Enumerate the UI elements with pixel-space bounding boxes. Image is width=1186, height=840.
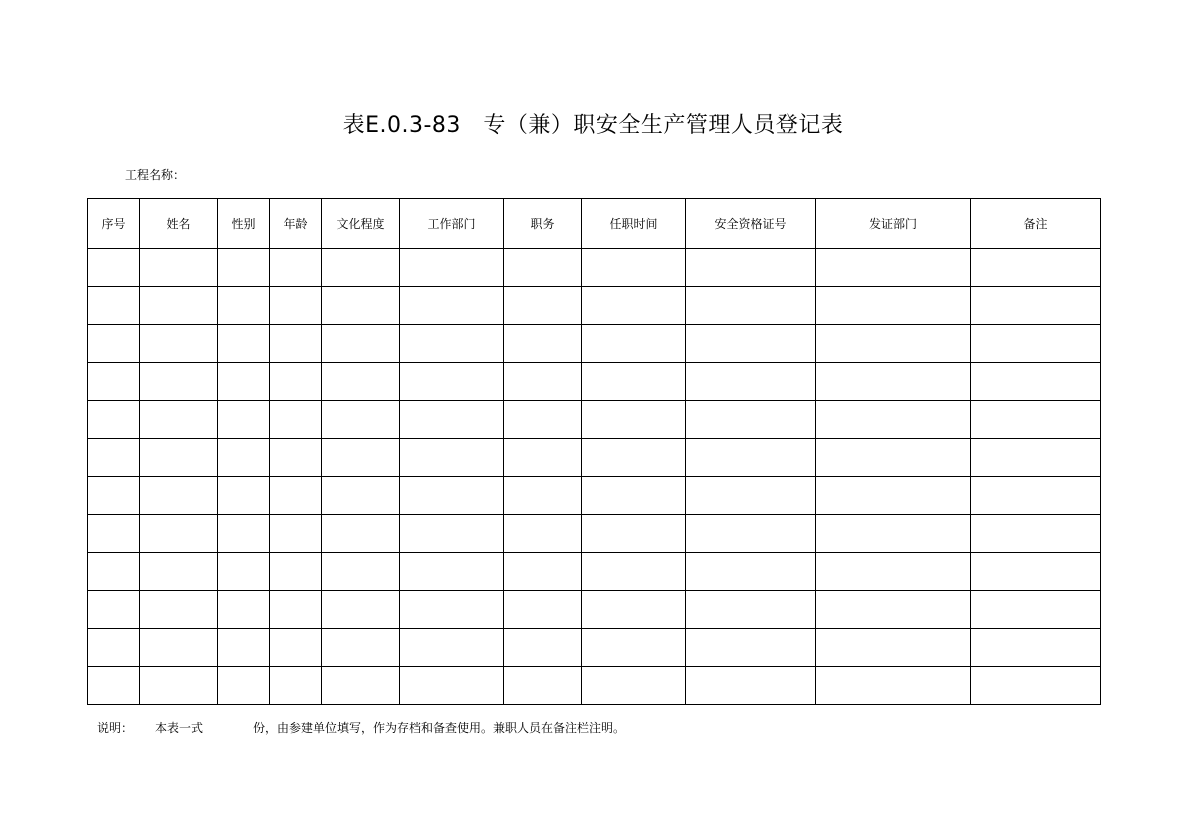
table-cell[interactable] [88, 439, 140, 477]
header-remarks: 备注 [971, 199, 1101, 249]
table-cell[interactable] [504, 553, 582, 591]
table-cell[interactable] [140, 515, 218, 553]
table-cell[interactable] [582, 591, 686, 629]
table-cell[interactable] [816, 629, 971, 667]
header-department: 工作部门 [400, 199, 504, 249]
table-cell[interactable] [504, 515, 582, 553]
table-cell[interactable] [88, 591, 140, 629]
table-cell[interactable] [582, 439, 686, 477]
table-cell[interactable] [504, 325, 582, 363]
table-cell[interactable] [816, 401, 971, 439]
table-cell[interactable] [816, 249, 971, 287]
table-cell[interactable] [270, 401, 322, 439]
table-cell[interactable] [140, 553, 218, 591]
table-cell[interactable] [270, 363, 322, 401]
header-name: 姓名 [140, 199, 218, 249]
table-cell[interactable] [88, 325, 140, 363]
table-cell[interactable] [140, 667, 218, 705]
table-cell[interactable] [218, 249, 270, 287]
table-cell[interactable] [504, 363, 582, 401]
table-cell[interactable] [686, 401, 816, 439]
table-cell[interactable] [270, 439, 322, 477]
table-row [88, 629, 1101, 667]
table-cell[interactable] [582, 401, 686, 439]
table-cell[interactable] [270, 477, 322, 515]
table-cell[interactable] [816, 515, 971, 553]
table-row [88, 553, 1101, 591]
table-cell[interactable] [971, 325, 1101, 363]
table-cell[interactable] [504, 667, 582, 705]
table-cell[interactable] [971, 439, 1101, 477]
table-cell[interactable] [400, 325, 504, 363]
table-row [88, 591, 1101, 629]
table-cell[interactable] [504, 401, 582, 439]
table-cell[interactable] [322, 249, 400, 287]
table-cell[interactable] [270, 287, 322, 325]
table-cell[interactable] [686, 515, 816, 553]
table-cell[interactable] [686, 477, 816, 515]
table-row [88, 477, 1101, 515]
table-row [88, 249, 1101, 287]
header-issuing-department: 发证部门 [816, 199, 971, 249]
table-cell[interactable] [816, 287, 971, 325]
table-cell[interactable] [971, 515, 1101, 553]
table-cell[interactable] [971, 401, 1101, 439]
table-cell[interactable] [686, 667, 816, 705]
table-cell[interactable] [218, 477, 270, 515]
table-cell[interactable] [88, 553, 140, 591]
table-cell[interactable] [322, 591, 400, 629]
header-serial-number: 序号 [88, 199, 140, 249]
footnote-label: 说明： [97, 721, 134, 735]
table-cell[interactable] [582, 629, 686, 667]
table-cell[interactable] [400, 249, 504, 287]
table-cell[interactable] [816, 553, 971, 591]
table-cell[interactable] [218, 363, 270, 401]
table-cell[interactable] [971, 629, 1101, 667]
table-cell[interactable] [971, 553, 1101, 591]
table-cell[interactable] [88, 401, 140, 439]
table-cell[interactable] [400, 553, 504, 591]
table-cell[interactable] [322, 401, 400, 439]
table-header-row [88, 199, 1101, 249]
table-cell[interactable] [971, 287, 1101, 325]
table-cell[interactable] [218, 629, 270, 667]
table-cell[interactable] [816, 591, 971, 629]
table-row [88, 439, 1101, 477]
table-cell[interactable] [88, 515, 140, 553]
table-cell[interactable] [218, 439, 270, 477]
table-cell[interactable] [322, 553, 400, 591]
table-cell[interactable] [504, 477, 582, 515]
table-cell[interactable] [582, 667, 686, 705]
table-cell[interactable] [322, 287, 400, 325]
table-cell[interactable] [400, 363, 504, 401]
table-cell[interactable] [218, 515, 270, 553]
table-cell[interactable] [816, 477, 971, 515]
table-cell[interactable] [582, 477, 686, 515]
table-cell[interactable] [322, 667, 400, 705]
table-cell[interactable] [218, 591, 270, 629]
table-cell[interactable] [971, 667, 1101, 705]
header-gender: 性别 [218, 199, 270, 249]
table-cell[interactable] [686, 591, 816, 629]
table-cell[interactable] [582, 363, 686, 401]
table-cell[interactable] [140, 249, 218, 287]
table-cell[interactable] [88, 477, 140, 515]
table-row [88, 667, 1101, 705]
table-cell[interactable] [686, 439, 816, 477]
table-cell[interactable] [140, 439, 218, 477]
table-cell[interactable] [582, 287, 686, 325]
footnote-instructions-text: 份，由参建单位填写，作为存档和备查使用。兼职人员在备注栏注明。 [253, 721, 626, 735]
table-cell[interactable] [270, 591, 322, 629]
table-cell[interactable] [400, 591, 504, 629]
table-cell[interactable] [971, 477, 1101, 515]
table-cell[interactable] [88, 629, 140, 667]
table-cell[interactable] [88, 363, 140, 401]
table-cell[interactable] [971, 591, 1101, 629]
table-cell[interactable] [140, 401, 218, 439]
table-cell[interactable] [400, 439, 504, 477]
table-cell[interactable] [400, 667, 504, 705]
table-cell[interactable] [686, 553, 816, 591]
table-cell[interactable] [218, 667, 270, 705]
table-cell[interactable] [140, 325, 218, 363]
table-cell[interactable] [971, 249, 1101, 287]
table-cell[interactable] [504, 591, 582, 629]
table-cell[interactable] [400, 401, 504, 439]
table-cell[interactable] [270, 667, 322, 705]
table-cell[interactable] [582, 515, 686, 553]
table-cell[interactable] [686, 287, 816, 325]
table-cell[interactable] [400, 287, 504, 325]
table-cell[interactable] [270, 629, 322, 667]
table-cell[interactable] [140, 591, 218, 629]
table-cell[interactable] [140, 629, 218, 667]
table-cell[interactable] [140, 363, 218, 401]
table-cell[interactable] [322, 325, 400, 363]
table-cell[interactable] [582, 325, 686, 363]
header-age: 年龄 [270, 199, 322, 249]
project-name-label: 工程名称： [125, 168, 186, 182]
header-tenure-date: 任职时间 [582, 199, 686, 249]
table-row [88, 363, 1101, 401]
table-row [88, 401, 1101, 439]
document-title: 表E.0.3-83 专（兼）职安全生产管理人员登记表 [342, 113, 844, 138]
table-cell[interactable] [322, 363, 400, 401]
table-cell[interactable] [322, 629, 400, 667]
table-cell[interactable] [218, 325, 270, 363]
table-cell[interactable] [88, 287, 140, 325]
table-cell[interactable] [686, 325, 816, 363]
table-cell[interactable] [218, 553, 270, 591]
table-cell[interactable] [400, 515, 504, 553]
table-cell[interactable] [816, 363, 971, 401]
personnel-register-table [87, 198, 1101, 705]
table-cell[interactable] [322, 439, 400, 477]
table-cell[interactable] [816, 439, 971, 477]
table-cell[interactable] [140, 477, 218, 515]
table-cell[interactable] [270, 515, 322, 553]
table-cell[interactable] [816, 325, 971, 363]
table-cell[interactable] [582, 553, 686, 591]
table-cell[interactable] [322, 515, 400, 553]
header-education: 文化程度 [322, 199, 400, 249]
table-cell[interactable] [504, 629, 582, 667]
header-safety-certificate-number: 安全资格证号 [686, 199, 816, 249]
table-cell[interactable] [218, 287, 270, 325]
table-cell[interactable] [816, 667, 971, 705]
table-cell[interactable] [88, 249, 140, 287]
table-cell[interactable] [270, 325, 322, 363]
table-cell[interactable] [322, 477, 400, 515]
table-row [88, 325, 1101, 363]
table-row [88, 515, 1101, 553]
table-cell[interactable] [686, 629, 816, 667]
table-cell[interactable] [582, 249, 686, 287]
table-cell[interactable] [400, 477, 504, 515]
header-position: 职务 [504, 199, 582, 249]
footnote-copies-text: 本表一式 [155, 721, 204, 735]
table-cell[interactable] [971, 363, 1101, 401]
table-cell[interactable] [686, 249, 816, 287]
table-row [88, 287, 1101, 325]
table-cell[interactable] [504, 249, 582, 287]
table-cell[interactable] [504, 439, 582, 477]
table-cell[interactable] [504, 287, 582, 325]
table-cell[interactable] [270, 249, 322, 287]
table-cell[interactable] [686, 363, 816, 401]
table-cell[interactable] [270, 553, 322, 591]
table-cell[interactable] [400, 629, 504, 667]
table-cell[interactable] [140, 287, 218, 325]
table-cell[interactable] [218, 401, 270, 439]
table-cell[interactable] [88, 667, 140, 705]
